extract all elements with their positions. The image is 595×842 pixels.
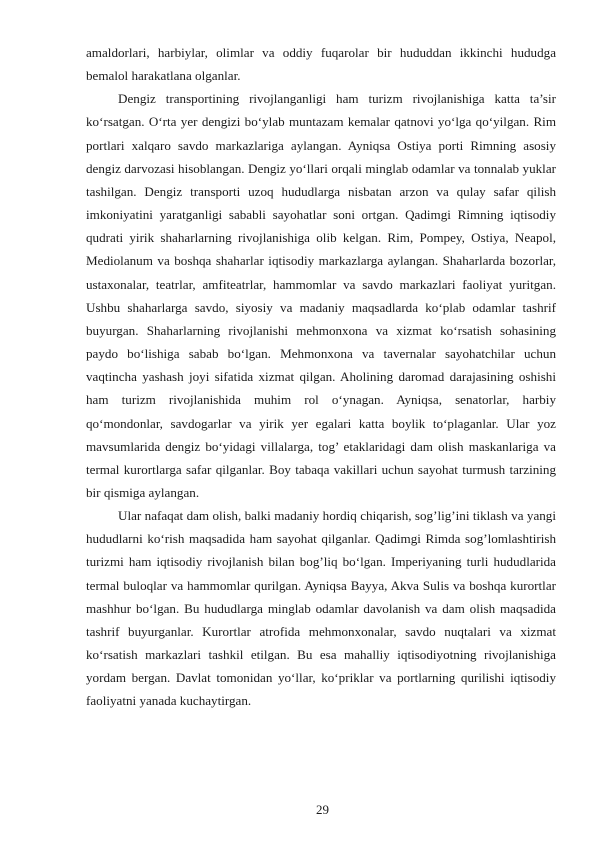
page-number: 29	[316, 802, 329, 817]
paragraph-sea-transport: Dengiz transportining rivojlanganligi ham turizm rivojlanishiga katta ta’sir ko‘rsatgan. O‘rta yer dengizi bo‘ylab muntazam kemalar qatnovi yo‘lga qo‘yilgan. Rim portlari xalqaro savdo markazlariga aylangan. Ayniqsa Ostiya porti Rimning asosiy dengiz darvozasi hisoblangan. Dengiz yo‘llari orqali minglab odamlar va tonnalab yuklar tashilgan. Dengiz transporti uzoq hududlarga nisbatan arzon va qulay safar qilish imkoniyatini yaratganligi sababli sayohatlar soni ortgan. Qadimgi Rimning iqtisodiy qudrati yirik shaharlarning rivojlanishiga olib kelgan. Rim, Pompey, Ostiya, Neapol, Mediolanum va boshqa shaharlar iqtisodiy markazlarga aylangan. Shaharlarda bozorlar, ustaxonalar, teatrlar, amfiteatrlar, hammomlar va savdo markazlari faoliyat yuritgan. Ushbu shaharlarga savdo, siyosiy va madaniy maqsadlarda ko‘plab odamlar tashrif buyurgan. Shaharlarning rivojlanishi mehmonxona va xizmat ko‘rsatish sohasining paydo bo‘lishiga sabab bo‘lgan. Mehmonxona va tavernalar sayohatchilar uchun vaqtincha yashash joyi sifatida xizmat qilgan. Aholining daromad darajasining oshishi ham turizm rivojlanishida muhim rol o‘ynagan. Ayniqsa, senatorlar, harbiy qo‘mondonlar, savdogarlar va yirik yer egalari katta boylik to‘plaganlar. Ular yoz mavsumlarida dengiz bo‘yidagi villalarga, tog’ etaklaridagi dam olish maskanlariga va termal kurortlarga safar qilganlar. Boy tabaqa vakillari uchun sayohat turmush tarzining bir qismiga aylangan.	[86, 91, 556, 500]
document-page	[86, 41, 556, 713]
paragraph-health-tourism: Ular nafaqat dam olish, balki madaniy hordiq chiqarish, sog’lig’ini tiklash va yangi hududlarni ko‘rish maqsadida ham sayohat qilganlar. Qadimgi Rimda sog’lomlashtirish turizmi ham iqtisodiy rivojlanish bilan bog’liq bo‘lgan. Imperiyaning turli hududlarida termal buloqlar va hammomlar qurilgan. Ayniqsa Bayya, Akva Sulis va boshqa kurortlar mashhur bo‘lgan. Bu hududlarga minglab odamlar davolanish va dam olish maqsadida tashrif buyurganlar. Kurortlar atrofida mehmonxonalar, savdo nuqtalari va xizmat ko‘rsatish markazlari tashkil etilgan. Bu esa mahalliy iqtisodiyotning rivojlanishiga yordam bergan. Davlat tomonidan yo‘llar, ko‘priklar va portlarning qurilishi iqtisodiy faoliyatni yanada kuchaytirgan.	[86, 508, 556, 709]
paragraph-continuation: amaldorlari, harbiylar, olimlar va oddiy fuqarolar bir hududdan ikkinchi hududga bemalol harakatlana olganlar.	[86, 45, 556, 84]
